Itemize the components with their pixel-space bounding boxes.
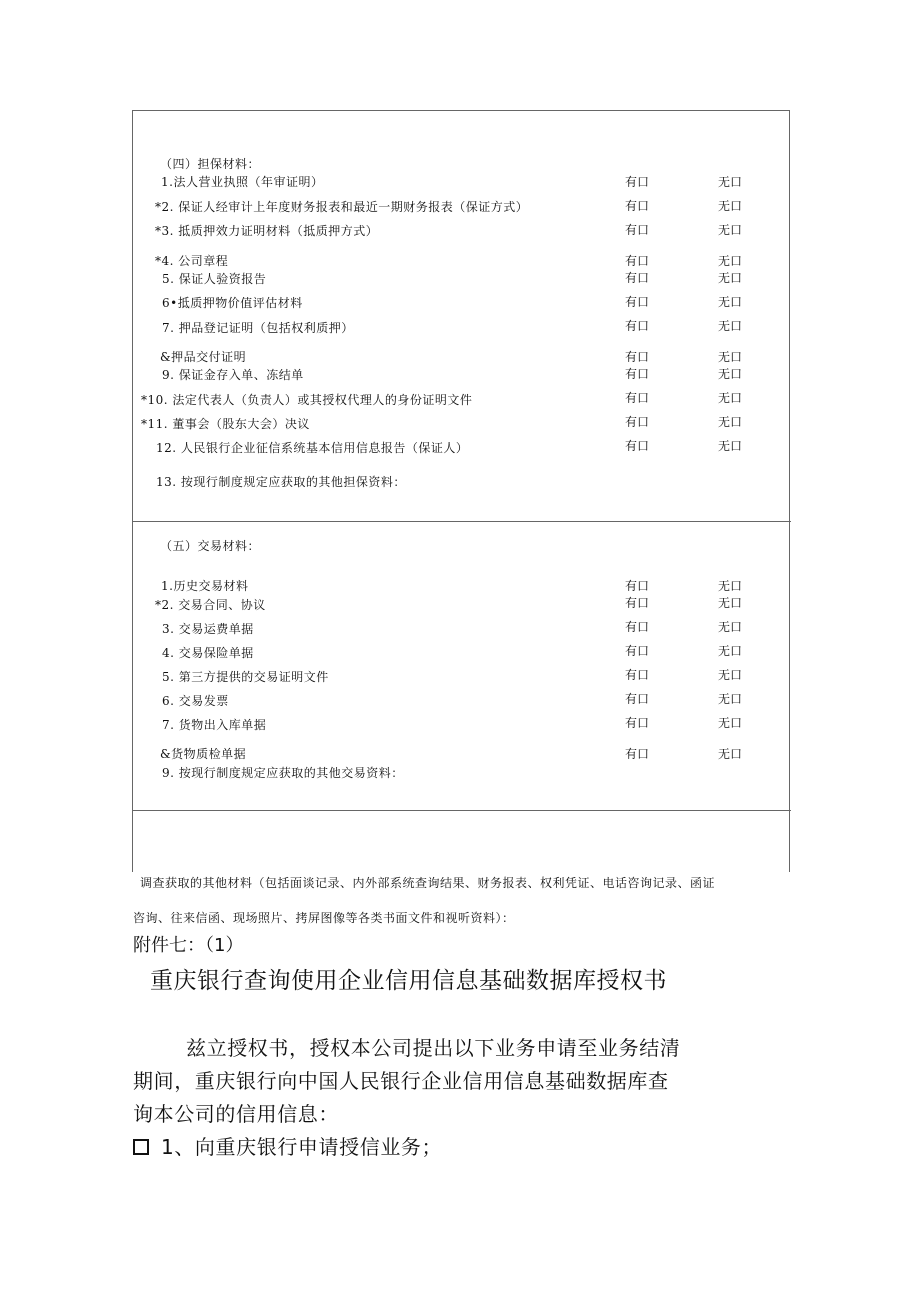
sec5-item-1-no[interactable]: 无口 [718, 579, 743, 593]
sec4-item-11-no[interactable]: 无口 [718, 415, 743, 429]
sec5-item-1-yes[interactable]: 有口 [625, 579, 650, 593]
sec4-item-1-yes[interactable]: 有口 [625, 175, 650, 189]
sec4-item-9-yes[interactable]: 有口 [625, 367, 650, 381]
sec5-item-8-yes[interactable]: 有口 [625, 747, 650, 761]
sec4-item-5-label: 5. 保证人验资报告 [162, 272, 267, 286]
sec5-item-3-no[interactable]: 无口 [718, 620, 743, 634]
sec4-item-7-label: 7. 押品登记证明（包括权利质押） [162, 321, 354, 335]
sec5-item-2-label: *2. 交易合同、协议 [155, 598, 266, 612]
sec4-item-8-label: &押品交付证明 [160, 350, 247, 364]
sec4-item-12-yes[interactable]: 有口 [625, 439, 650, 453]
sec4-item-5-no[interactable]: 无口 [718, 271, 743, 285]
investigation-materials-line2: 咨询、往来信函、现场照片、拷屏图像等各类书面文件和视听资料）： [133, 911, 515, 925]
sec4-item-2-label: *2. 保证人经审计上年度财务报表和最近一期财务报表（保证方式） [155, 200, 529, 214]
sec5-item-4-label: 4. 交易保险单据 [162, 646, 254, 660]
sec4-item-10-label: *10. 法定代表人（负责人）或其授权代理人的身份证明文件 [141, 393, 473, 407]
sec5-item-3-label: 3. 交易运费单据 [162, 622, 254, 636]
sec5-other-materials: 9. 按现行制度规定应获取的其他交易资料： [162, 766, 404, 780]
sec5-item-6-yes[interactable]: 有口 [625, 692, 650, 706]
sec4-item-3-no[interactable]: 无口 [718, 223, 743, 237]
section-divider [132, 810, 791, 811]
checkbox[interactable] [133, 1139, 149, 1155]
sec5-item-5-yes[interactable]: 有口 [625, 668, 650, 682]
sec4-item-11-yes[interactable]: 有口 [625, 415, 650, 429]
sec5-item-4-yes[interactable]: 有口 [625, 644, 650, 658]
sec4-item-3-yes[interactable]: 有口 [625, 223, 650, 237]
sec4-item-11-label: *11. 董事会（股东大会）决议 [141, 417, 310, 431]
sec5-item-4-no[interactable]: 无口 [718, 644, 743, 658]
sec4-item-2-yes[interactable]: 有口 [625, 199, 650, 213]
sec5-item-5-label: 5. 第三方提供的交易证明文件 [162, 670, 329, 684]
sec5-item-1-label: 1.历史交易材料 [161, 579, 249, 593]
sec5-item-7-no[interactable]: 无口 [718, 716, 743, 730]
sec4-item-12-no[interactable]: 无口 [718, 439, 743, 453]
sec4-item-4-label: *4. 公司章程 [155, 254, 229, 268]
sec4-item-8-yes[interactable]: 有口 [625, 350, 650, 364]
sec4-item-6-yes[interactable]: 有口 [625, 295, 650, 309]
investigation-materials-line1: 调查获取的其他材料（包括面谈记录、内外部系统查询结果、财务报表、权利凭证、电话咨询记录、函证 [140, 876, 716, 890]
sec5-item-2-no[interactable]: 无口 [718, 596, 743, 610]
sec4-item-9-no[interactable]: 无口 [718, 367, 743, 381]
sec5-item-7-label: 7. 货物出入库单据 [162, 718, 267, 732]
sec5-item-7-yes[interactable]: 有口 [625, 716, 650, 730]
sec4-item-4-yes[interactable]: 有口 [625, 254, 650, 268]
sec5-item-2-yes[interactable]: 有口 [625, 596, 650, 610]
auth-body-line3: 询本公司的信用信息： [133, 1102, 339, 1126]
sec5-item-5-no[interactable]: 无口 [718, 668, 743, 682]
auth-body-line1: 兹立授权书，授权本公司提出以下业务申请至业务结清 [186, 1036, 681, 1060]
sec4-item-1-label: 1.法人营业执照（年审证明） [161, 175, 324, 189]
section5-heading: （五）交易材料： [160, 539, 261, 553]
attachment-label: 附件七：（1） [133, 935, 244, 956]
sec5-item-8-no[interactable]: 无口 [718, 747, 743, 761]
sec4-other-materials: 13. 按现行制度规定应获取的其他担保资料： [156, 475, 406, 489]
sec4-item-8-no[interactable]: 无口 [718, 350, 743, 364]
sec4-item-5-yes[interactable]: 有口 [625, 271, 650, 285]
sec5-item-6-no[interactable]: 无口 [718, 692, 743, 706]
sec4-item-2-no[interactable]: 无口 [718, 199, 743, 213]
auth-body-line2: 期间，重庆银行向中国人民银行企业信用信息基础数据库查 [133, 1069, 669, 1093]
sec4-item-1-no[interactable]: 无口 [718, 175, 743, 189]
sec4-item-10-yes[interactable]: 有口 [625, 391, 650, 405]
option-credit-application[interactable] [133, 1131, 442, 1160]
authorization-title: 重庆银行查询使用企业信用信息基础数据库授权书 [150, 968, 667, 994]
section-divider [132, 521, 791, 522]
sec4-item-7-yes[interactable]: 有口 [625, 319, 650, 333]
sec5-item-6-label: 6. 交易发票 [162, 694, 229, 708]
sec4-item-7-no[interactable]: 无口 [718, 319, 743, 333]
sec4-item-6-no[interactable]: 无口 [718, 295, 743, 309]
sec4-item-6-label: 6•抵质押物价值评估材料 [162, 296, 303, 310]
sec4-item-10-no[interactable]: 无口 [718, 391, 743, 405]
sec5-item-3-yes[interactable]: 有口 [625, 620, 650, 634]
sec4-item-3-label: *3. 抵质押效力证明材料（抵质押方式） [155, 224, 379, 238]
section4-heading: （四）担保材料： [160, 157, 261, 171]
option-credit-application-label: 1、向重庆银行申请授信业务； [161, 1135, 443, 1159]
sec5-item-8-label: &货物质检单据 [160, 747, 247, 761]
sec4-item-9-label: 9. 保证金存入单、冻结单 [162, 368, 304, 382]
sec4-item-4-no[interactable]: 无口 [718, 254, 743, 268]
sec4-item-12-label: 12. 人民银行企业征信系统基本信用信息报告（保证人） [156, 441, 469, 455]
